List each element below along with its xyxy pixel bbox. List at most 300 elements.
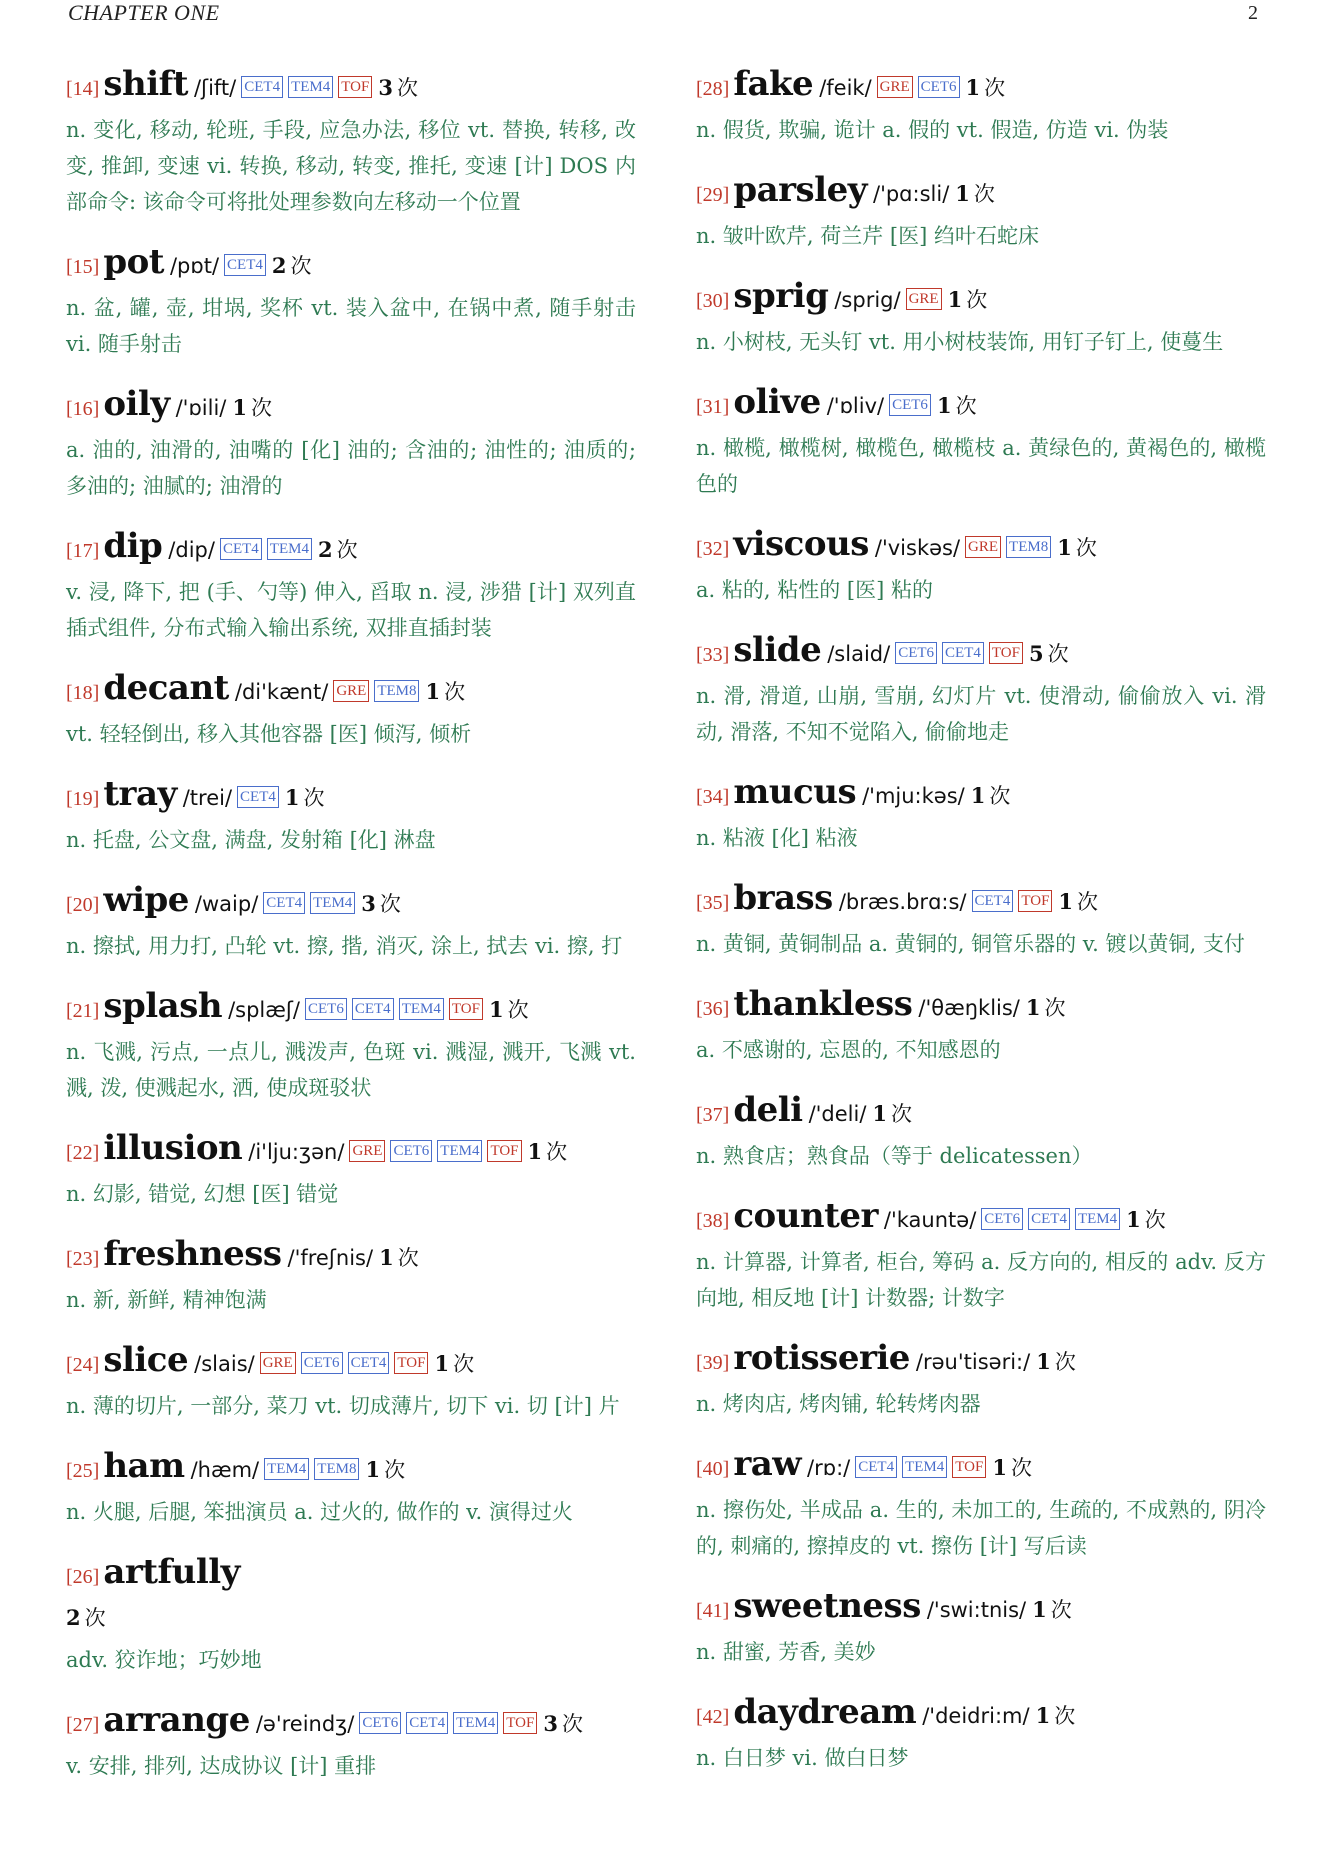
count-unit: 次 <box>1077 890 1099 914</box>
vocab-entry <box>66 1552 636 1678</box>
entry-number: [31] <box>696 396 730 418</box>
entry-phonetic: /slaid/ <box>827 642 891 666</box>
count-number: 1 <box>1035 1703 1051 1728</box>
entry-number: [34] <box>696 786 730 808</box>
entry-phonetic: /slais/ <box>194 1352 255 1376</box>
count-unit: 次 <box>1054 1704 1076 1728</box>
entry-count <box>272 254 312 278</box>
exam-tag: CET4 <box>942 642 984 664</box>
entry-headline <box>66 1552 636 1598</box>
entry-headline <box>696 64 1266 110</box>
entry-headline <box>66 668 636 714</box>
entry-count <box>966 76 1006 100</box>
exam-tag: CET4 <box>220 538 262 560</box>
count-number: 1 <box>1025 995 1041 1020</box>
entry-definition: n. 幻影, 错觉, 幻想 [医] 错觉 <box>66 1182 339 1206</box>
entry-definition: adv. 狡诈地；巧妙地 <box>66 1648 262 1672</box>
vocab-entry <box>696 1196 1266 1316</box>
exam-tag: CET6 <box>889 394 931 416</box>
entry-word: tray <box>103 774 177 814</box>
entry-word: olive <box>733 382 821 422</box>
entry-count <box>425 680 465 704</box>
count-number: 1 <box>936 393 952 418</box>
exam-tag: CET6 <box>305 998 347 1020</box>
count-unit: 次 <box>507 998 529 1022</box>
entry-definition: n. 滑, 滑道, 山崩, 雪崩, 幻灯片 vt. 使滑动, 偷偷放入 vi. 滑动, 滑落, 不知不觉陷入, 偷偷地走 <box>696 684 1266 744</box>
count-unit: 次 <box>973 182 995 206</box>
count-unit: 次 <box>966 288 988 312</box>
entry-number: [33] <box>696 644 730 666</box>
vocab-entry <box>696 382 1266 502</box>
entry-phonetic: /waip/ <box>194 892 259 916</box>
entry-number: [39] <box>696 1352 730 1374</box>
vocab-entry <box>66 668 636 752</box>
entry-number: [21] <box>66 1000 100 1022</box>
count-number: 1 <box>872 1101 888 1126</box>
entry-word: counter <box>733 1196 878 1236</box>
vocab-entry <box>696 772 1266 856</box>
exam-tag: TOF <box>989 642 1023 664</box>
entry-phonetic: /rɒ:/ <box>807 1456 851 1480</box>
count-unit: 次 <box>561 1712 583 1736</box>
entry-number: [28] <box>696 78 730 100</box>
count-number: 2 <box>317 537 333 562</box>
entry-number: [38] <box>696 1210 730 1232</box>
entry-definition: n. 粘液 [化] 粘液 <box>696 826 858 850</box>
entry-headline <box>696 170 1266 216</box>
entry-phonetic: /sprig/ <box>834 288 901 312</box>
entry-count <box>1126 1208 1166 1232</box>
entry-headline <box>66 774 636 820</box>
entry-number: [32] <box>696 538 730 560</box>
entry-count <box>361 892 401 916</box>
entry-count <box>285 786 325 810</box>
entry-definition: v. 安排, 排列, 达成协议 [计] 重排 <box>66 1754 377 1778</box>
entry-count <box>948 288 988 312</box>
entry-count <box>379 1246 419 1270</box>
entry-count <box>1029 642 1069 666</box>
exam-tag: TEM4 <box>267 538 312 560</box>
count-number: 1 <box>365 1457 381 1482</box>
entry-number: [35] <box>696 892 730 914</box>
entry-headline <box>66 64 636 110</box>
count-number: 1 <box>232 395 247 420</box>
count-unit: 次 <box>336 538 358 562</box>
exam-tag: TOF <box>338 76 372 98</box>
count-unit: 次 <box>250 396 272 420</box>
exam-tag: TEM8 <box>1006 536 1051 558</box>
count-unit: 次 <box>955 394 977 418</box>
count-unit: 次 <box>384 1458 406 1482</box>
entry-number: [25] <box>66 1460 100 1482</box>
count-number: 1 <box>947 287 963 312</box>
vocab-entry <box>66 1700 636 1784</box>
entry-word: shift <box>103 64 188 104</box>
entry-word: sprig <box>733 276 829 316</box>
vocab-entry <box>696 1692 1266 1776</box>
entry-definition: n. 白日梦 vi. 做白日梦 <box>696 1746 909 1770</box>
count-unit: 次 <box>546 1140 568 1164</box>
count-unit: 次 <box>1047 642 1069 666</box>
exam-tag: TEM4 <box>1075 1208 1120 1230</box>
entry-definition: n. 计算器, 计算者, 柜台, 筹码 a. 反方向的, 相反的 adv. 反方向地, 相反地 [计] 计数器; 计数字 <box>696 1250 1266 1310</box>
entry-number: [20] <box>66 894 100 916</box>
entry-number: [29] <box>696 184 730 206</box>
exam-tag: TOF <box>952 1456 986 1478</box>
entry-phonetic: /pɒt/ <box>169 254 220 278</box>
entry-headline <box>696 1692 1266 1738</box>
exam-tag: CET6 <box>918 76 960 98</box>
entry-number: [26] <box>66 1566 100 1588</box>
entry-phonetic: /'ɒliv/ <box>826 394 885 418</box>
exam-tag: TEM4 <box>437 1140 482 1162</box>
entry-definition: n. 擦拭, 用力打, 凸轮 vt. 擦, 揩, 消灭, 涂上, 拭去 vi. 擦, 打 <box>66 934 623 958</box>
entry-definition: a. 不感谢的, 忘恩的, 不知感恩的 <box>696 1038 1001 1062</box>
entry-count <box>992 1456 1032 1480</box>
count-unit: 次 <box>1075 536 1097 560</box>
entry-phonetic: /feik/ <box>819 76 872 100</box>
page-header <box>64 0 1258 30</box>
entry-word: slice <box>103 1340 189 1380</box>
entry-word: pot <box>103 242 164 282</box>
entry-definition: n. 假货, 欺骗, 诡计 a. 假的 vt. 假造, 仿造 vi. 伪装 <box>696 118 1169 142</box>
entry-word: freshness <box>103 1234 282 1274</box>
exam-tag: CET6 <box>359 1712 401 1734</box>
count-number: 1 <box>425 679 441 704</box>
exam-tag: CET4 <box>237 786 279 808</box>
entry-definition: n. 小树枝, 无头钉 vt. 用小树枝装饰, 用钉子钉上, 使蔓生 <box>696 330 1224 354</box>
entry-word: splash <box>103 986 223 1026</box>
entry-count <box>66 1606 106 1630</box>
exam-tag: GRE <box>333 680 369 702</box>
entry-headline <box>66 1446 636 1492</box>
entry-phonetic: /bræs.brɑ:s/ <box>838 890 967 914</box>
count-number: 1 <box>965 75 981 100</box>
count-unit: 次 <box>1144 1208 1166 1232</box>
exam-tag: CET4 <box>1028 1208 1070 1230</box>
entry-phonetic: /splæʃ/ <box>228 998 300 1022</box>
entry-count <box>1057 536 1097 560</box>
count-unit: 次 <box>1010 1456 1032 1480</box>
entry-number: [14] <box>66 78 100 100</box>
entry-number: [22] <box>66 1142 100 1164</box>
entry-definition: v. 浸, 降下, 把 (手、勺等) 伸入, 舀取 n. 浸, 涉猎 [计] 双列直插式组件, 分布式输入输出系统, 双排直插封装 <box>66 580 636 640</box>
exam-tag: GRE <box>906 288 942 310</box>
exam-tag: GRE <box>260 1352 296 1374</box>
exam-tag: TEM4 <box>453 1712 498 1734</box>
count-number: 1 <box>434 1351 450 1376</box>
entry-count <box>971 784 1011 808</box>
entry-headline <box>696 276 1266 322</box>
exam-tag: TEM4 <box>399 998 444 1020</box>
count-number: 1 <box>284 785 300 810</box>
count-number: 1 <box>1057 535 1072 560</box>
exam-tag: CET4 <box>263 892 305 914</box>
entry-definition: a. 油的, 油滑的, 油嘴的 [化] 油的; 含油的; 油性的; 油质的; 多油的; 油腻的; 油滑的 <box>66 438 636 498</box>
entry-phonetic: /ə'reindʒ/ <box>255 1712 355 1736</box>
entry-word: thankless <box>733 984 913 1024</box>
vocab-entry <box>696 878 1266 962</box>
exam-tag: TOF <box>1018 890 1052 912</box>
entry-word: ham <box>103 1446 185 1486</box>
entry-definition: n. 黄铜, 黄铜制品 a. 黄铜的, 铜管乐器的 v. 镀以黄铜, 支付 <box>696 932 1245 956</box>
exam-tag: CET4 <box>972 890 1014 912</box>
vocab-entry <box>66 880 636 964</box>
vocab-entry <box>66 774 636 858</box>
entry-headline <box>696 1586 1266 1632</box>
entry-number: [23] <box>66 1248 100 1270</box>
entry-headline <box>696 1444 1266 1490</box>
entry-phonetic: /'kauntə/ <box>883 1208 977 1232</box>
vocab-entry <box>696 1586 1266 1670</box>
count-number: 1 <box>527 1139 543 1164</box>
entry-definition: n. 薄的切片, 一部分, 菜刀 vt. 切成薄片, 切下 vi. 切 [计] 片 <box>66 1394 620 1418</box>
exam-tag: CET4 <box>224 254 266 276</box>
entry-definition: vt. 轻轻倒出, 移入其他容器 [医] 倾泻, 倾析 <box>66 722 472 746</box>
entry-number: [37] <box>696 1104 730 1126</box>
entry-phonetic: /'deli/ <box>808 1102 867 1126</box>
entry-count <box>1036 1350 1076 1374</box>
count-number: 1 <box>1058 889 1074 914</box>
entry-word: brass <box>733 878 833 918</box>
count-unit: 次 <box>379 892 401 916</box>
entry-word: rotisserie <box>733 1338 910 1378</box>
entry-headline <box>66 242 636 288</box>
entry-definition: n. 盆, 罐, 壶, 坩埚, 奖杯 vt. 装入盆中, 在锅中煮, 随手射击 vi. 随手射击 <box>66 296 636 356</box>
exam-tag: TEM4 <box>288 76 333 98</box>
exam-tag: CET6 <box>301 1352 343 1374</box>
chapter-title: CHAPTER ONE <box>68 0 220 25</box>
entry-headline <box>696 1196 1266 1242</box>
entry-word: daydream <box>733 1692 917 1732</box>
vocab-entry <box>66 526 636 646</box>
entry-headline <box>696 382 1266 428</box>
entry-count <box>1032 1598 1072 1622</box>
count-unit: 次 <box>1054 1350 1076 1374</box>
entry-count <box>528 1140 568 1164</box>
entry-number: [15] <box>66 256 100 278</box>
count-number: 1 <box>1126 1207 1141 1232</box>
exam-tag: TEM4 <box>902 1456 947 1478</box>
vocab-entry <box>696 524 1266 608</box>
vocab-entry <box>66 1128 636 1212</box>
entry-definition: n. 擦伤处, 半成品 a. 生的, 未加工的, 生疏的, 不成熟的, 阴冷的, 刺痛的, 擦掉皮的 vt. 擦伤 [计] 写后读 <box>696 1498 1266 1558</box>
entry-phonetic: /i'lju:ʒən/ <box>248 1140 345 1164</box>
count-number: 1 <box>970 783 986 808</box>
entry-definition: n. 甜蜜, 芳香, 美妙 <box>696 1640 876 1664</box>
entry-word: dip <box>103 526 163 566</box>
entry-number: [42] <box>696 1706 730 1728</box>
entry-phonetic: /'swi:tnis/ <box>926 1598 1027 1622</box>
count-number: 2 <box>66 1605 81 1630</box>
count-unit: 次 <box>84 1606 106 1630</box>
count-number: 1 <box>379 1245 394 1270</box>
entry-word: deli <box>733 1090 803 1130</box>
entry-number: [18] <box>66 682 100 704</box>
count-number: 1 <box>1032 1597 1047 1622</box>
entry-definition: a. 粘的, 粘性的 [医] 粘的 <box>696 578 933 602</box>
count-number: 3 <box>378 75 393 100</box>
right-column <box>696 64 1266 1798</box>
entry-word: sweetness <box>733 1586 921 1626</box>
entry-definition: n. 变化, 移动, 轮班, 手段, 应急办法, 移位 vt. 替换, 转移, 改变, 推卸, 变速 vi. 转换, 移动, 转变, 推托, 变速 [计] DOS 内部命令: 该命令可将批处理参数向左移动一个位置 <box>66 118 636 214</box>
entry-headline <box>696 1338 1266 1384</box>
entry-phonetic: /'deidri:m/ <box>922 1704 1030 1728</box>
count-unit: 次 <box>984 76 1006 100</box>
entry-headline <box>696 524 1266 570</box>
exam-tag: CET4 <box>855 1456 897 1478</box>
exam-tag: TEM4 <box>310 892 355 914</box>
entry-count <box>1058 890 1098 914</box>
exam-tag: TOF <box>449 998 483 1020</box>
count-unit: 次 <box>290 254 312 278</box>
entry-definition: n. 新, 新鲜, 精神饱满 <box>66 1288 267 1312</box>
count-number: 3 <box>361 891 376 916</box>
entry-count <box>318 538 358 562</box>
entry-phonetic: /'freʃnis/ <box>287 1246 374 1270</box>
entry-number: [36] <box>696 998 730 1020</box>
exam-tag: CET6 <box>895 642 937 664</box>
entry-phonetic: /'mju:kəs/ <box>862 784 965 808</box>
entry-number: [41] <box>696 1600 730 1622</box>
entry-headline <box>66 986 636 1032</box>
entry-count <box>489 998 529 1022</box>
entry-count <box>1036 1704 1076 1728</box>
exam-tag: CET4 <box>352 998 394 1020</box>
entry-count <box>378 76 418 100</box>
count-number: 1 <box>1036 1349 1051 1374</box>
entry-phonetic: /trei/ <box>182 786 233 810</box>
count-number: 2 <box>271 253 287 278</box>
exam-tag: TOF <box>503 1712 537 1734</box>
vocab-entry <box>696 1090 1266 1174</box>
entry-definition: n. 火腿, 后腿, 笨拙演员 a. 过火的, 做作的 v. 演得过火 <box>66 1500 573 1524</box>
entry-word: viscous <box>733 524 869 564</box>
entry-number: [17] <box>66 540 100 562</box>
entry-count <box>1026 996 1066 1020</box>
count-unit: 次 <box>397 1246 419 1270</box>
entry-headline <box>696 984 1266 1030</box>
vocab-entry <box>696 276 1266 360</box>
entry-count <box>872 1102 912 1126</box>
exam-tag: CET4 <box>348 1352 390 1374</box>
entry-word: wipe <box>103 880 189 920</box>
entry-count <box>937 394 977 418</box>
entry-word: artfully <box>103 1552 240 1592</box>
count-unit: 次 <box>891 1102 913 1126</box>
count-unit: 次 <box>1050 1598 1072 1622</box>
entry-word: oily <box>103 384 170 424</box>
exam-tag: TEM8 <box>374 680 419 702</box>
exam-tag: TEM4 <box>264 1458 309 1480</box>
entry-count <box>232 396 272 420</box>
entry-phonetic: /dip/ <box>168 538 215 562</box>
vocab-entry <box>66 986 636 1106</box>
entry-phonetic: /rəu'tisəri:/ <box>915 1350 1031 1374</box>
entry-definition: n. 托盘, 公文盘, 满盘, 发射箱 [化] 淋盘 <box>66 828 436 852</box>
vocab-entry <box>66 1234 636 1318</box>
exam-tag: CET4 <box>406 1712 448 1734</box>
entry-word: slide <box>733 630 822 670</box>
entry-phonetic: /'ɒili/ <box>175 396 227 420</box>
entry-definition: n. 皱叶欧芹, 荷兰芹 [医] 绉叶石蛇床 <box>696 224 1039 248</box>
entry-headline <box>66 880 636 926</box>
entry-word: illusion <box>103 1128 243 1168</box>
count-unit: 次 <box>303 786 325 810</box>
page-number: 2 <box>1248 2 1258 24</box>
count-unit: 次 <box>1044 996 1066 1020</box>
entry-word: fake <box>733 64 814 104</box>
exam-tag: GRE <box>877 76 913 98</box>
exam-tag: TOF <box>487 1140 521 1162</box>
vocab-entry <box>66 384 636 504</box>
entry-number: [16] <box>66 398 100 420</box>
entry-number: [30] <box>696 290 730 312</box>
entry-number: [40] <box>696 1458 730 1480</box>
vocab-entry <box>696 1444 1266 1564</box>
entry-number: [27] <box>66 1714 100 1736</box>
entry-headline <box>66 526 636 572</box>
vocab-entry <box>66 64 636 220</box>
entry-word: arrange <box>103 1700 250 1740</box>
entry-count <box>365 1458 405 1482</box>
entry-phonetic: /di'kænt/ <box>234 680 329 704</box>
left-column <box>66 64 636 1806</box>
exam-tag: CET4 <box>241 76 283 98</box>
entry-word: parsley <box>733 170 867 210</box>
exam-tag: GRE <box>349 1140 385 1162</box>
entry-count <box>955 182 995 206</box>
count-unit: 次 <box>396 76 418 100</box>
exam-tag: CET6 <box>390 1140 432 1162</box>
entry-count <box>543 1712 583 1736</box>
count-unit: 次 <box>989 784 1011 808</box>
exam-tag: GRE <box>965 536 1001 558</box>
entry-word: mucus <box>733 772 857 812</box>
vocab-entry <box>66 1446 636 1530</box>
count-number: 3 <box>543 1711 558 1736</box>
entry-phonetic: /'θæŋklis/ <box>918 996 1020 1020</box>
count-number: 1 <box>955 181 970 206</box>
entry-headline <box>66 1700 636 1746</box>
entry-number: [19] <box>66 788 100 810</box>
vocab-entry <box>66 1340 636 1424</box>
entry-headline <box>696 1090 1266 1136</box>
entry-definition: n. 橄榄, 橄榄树, 橄榄色, 橄榄枝 a. 黄绿色的, 黄褐色的, 橄榄色的 <box>696 436 1266 496</box>
count-number: 5 <box>1028 641 1044 666</box>
vocab-entry <box>696 1338 1266 1422</box>
entry-phonetic: /ʃift/ <box>193 76 237 100</box>
exam-tag: TOF <box>394 1352 428 1374</box>
count-number: 1 <box>488 997 504 1022</box>
entry-number: [24] <box>66 1354 100 1376</box>
entry-count <box>434 1352 474 1376</box>
count-line <box>66 1598 636 1640</box>
vocab-entry <box>696 64 1266 148</box>
exam-tag: TEM8 <box>314 1458 359 1480</box>
entry-word: raw <box>733 1444 802 1484</box>
entry-definition: n. 飞溅, 污点, 一点儿, 溅泼声, 色斑 vi. 溅湿, 溅开, 飞溅 vt. 溅, 泼, 使溅起水, 洒, 使成斑驳状 <box>66 1040 636 1100</box>
count-number: 1 <box>992 1455 1007 1480</box>
vocab-entry <box>696 984 1266 1068</box>
count-unit: 次 <box>444 680 466 704</box>
entry-headline <box>696 630 1266 676</box>
entry-headline <box>696 878 1266 924</box>
entry-headline <box>66 384 636 430</box>
entry-phonetic: /'viskəs/ <box>874 536 961 560</box>
vocab-entry <box>66 242 636 362</box>
vocab-entry <box>696 170 1266 254</box>
